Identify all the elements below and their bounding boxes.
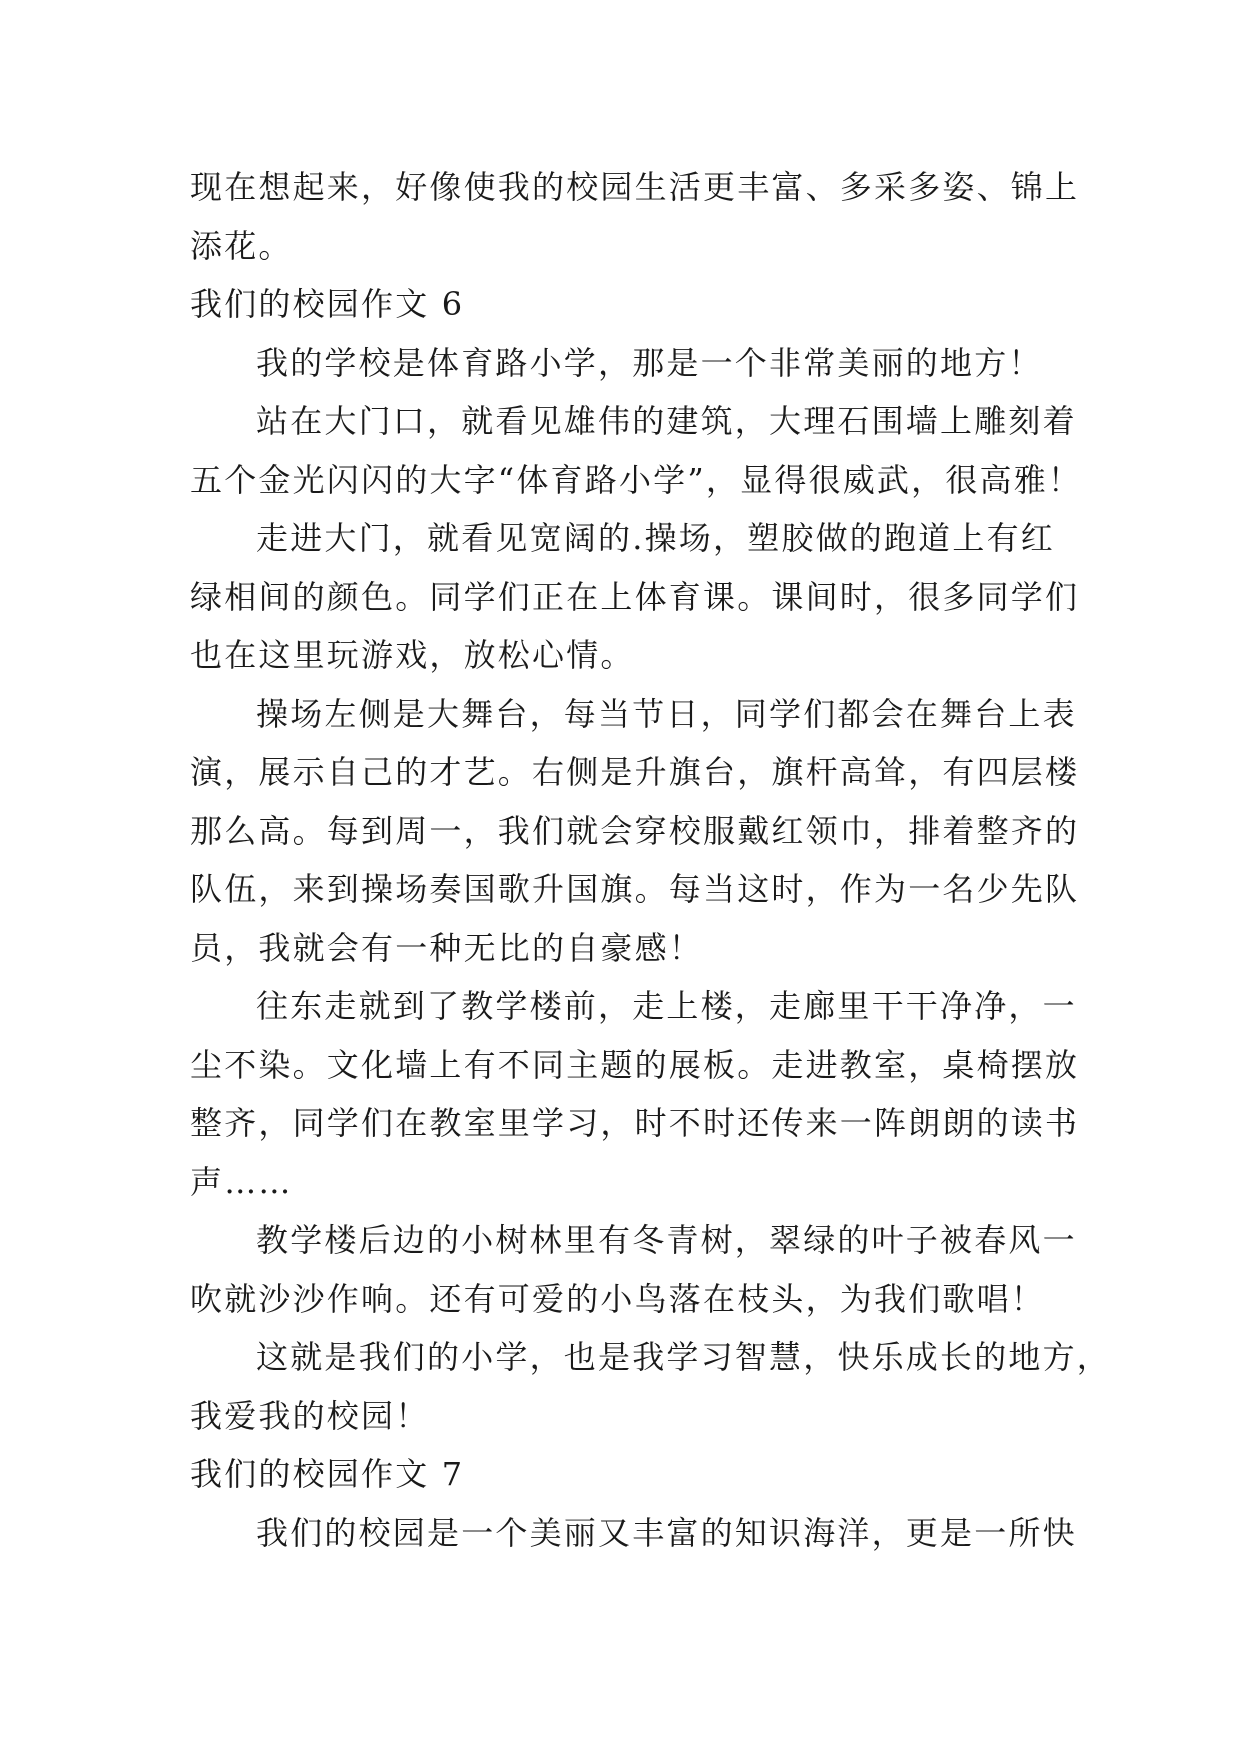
text-line: 声……	[190, 1162, 293, 1201]
text-line: 我爱我的校园！	[190, 1396, 430, 1435]
text-line: 队伍，来到操场奏国歌升国旗。每当这时，作为一名少先队	[190, 870, 1080, 908]
text-line: 吹就沙沙作响。还有可爱的小鸟落在枝头，为我们歌唱！	[190, 1279, 1046, 1318]
text-line: 操场左侧是大舞台，每当节日，同学们都会在舞台上表	[256, 694, 1077, 733]
text-line: 那么高。每到周一，我们就会穿校服戴红领巾，排着整齐的	[190, 811, 1080, 850]
text-line: 我的学校是体育路小学，那是一个非常美丽的地方！	[256, 343, 1043, 382]
text-line: 五个金光闪闪的大字“体育路小学”，显得很威武，很高雅！	[190, 460, 1083, 499]
text-line: 教学楼后边的小树林里有冬青树，翠绿的叶子被春风一	[256, 1221, 1077, 1259]
text-line: 尘不染。文化墙上有不同主题的展板。走进教室，桌椅摆放	[190, 1045, 1080, 1084]
text-line: 添花。	[190, 226, 293, 265]
section-heading: 我们的校园作文 6	[190, 285, 465, 323]
text-line: 演，展示自己的才艺。右侧是升旗台，旗杆高耸，有四层楼	[190, 753, 1080, 791]
text-line: 也在这里玩游戏，放松心情。	[190, 636, 635, 674]
text-line: 员，我就会有一种无比的自豪感！	[190, 928, 704, 967]
text-line: 整齐，同学们在教室里学习，时不时还传来一阵朗朗的读书	[190, 1104, 1080, 1142]
text-line: 这就是我们的小学，也是我学习智慧，快乐成长的地方，	[256, 1338, 1112, 1376]
text-line: 我们的校园是一个美丽又丰富的知识海洋，更是一所快	[256, 1513, 1077, 1552]
text-line: 现在想起来，好像使我的校园生活更丰富、多采多姿、锦上	[190, 168, 1080, 206]
text-line: 站在大门口，就看见雄伟的建筑，大理石围墙上雕刻着	[256, 402, 1077, 440]
document-page	[190, 158, 1112, 1562]
text-line: 走进大门，就看见宽阔的.操场，塑胶做的跑道上有红	[256, 519, 1055, 557]
text-line: 绿相间的颜色。同学们正在上体育课。课间时，很多同学们	[190, 577, 1080, 616]
section-heading: 我们的校园作文 7	[190, 1455, 465, 1493]
text-line: 往东走就到了教学楼前，走上楼，走廊里干干净净，一	[256, 987, 1077, 1025]
